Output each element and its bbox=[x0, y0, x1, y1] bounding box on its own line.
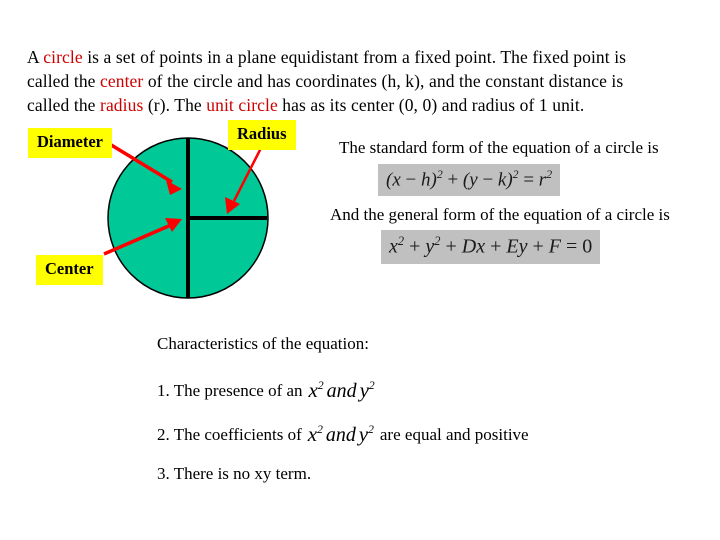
characteristic-item-1 bbox=[157, 377, 381, 402]
char1-exp2: 2 bbox=[368, 380, 375, 392]
char1-and: and bbox=[326, 380, 357, 402]
eq-std-close1: ) bbox=[430, 169, 437, 191]
label-radius: Radius bbox=[228, 120, 296, 150]
intro-l3-a: called the bbox=[27, 95, 101, 115]
eq-gen-y: y bbox=[425, 235, 435, 258]
standard-form-intro: The standard form of the equation of a circle is bbox=[339, 138, 659, 157]
eq-std-h: h bbox=[420, 169, 431, 191]
eq-gen-plus2: + bbox=[440, 235, 462, 258]
eq-std-equals: = bbox=[518, 169, 539, 191]
char2-lead: 2. The coefficients of bbox=[157, 425, 302, 444]
char2-exp2: 2 bbox=[368, 424, 374, 436]
intro-l1-a: A bbox=[27, 47, 44, 67]
char1-lead: 1. The presence of an bbox=[157, 381, 303, 400]
char2-and: and bbox=[325, 424, 356, 446]
general-form-intro: And the general form of the equation of a circle is bbox=[330, 205, 670, 224]
char1-exp1: 2 bbox=[317, 380, 324, 392]
characteristic-item-3 bbox=[157, 464, 311, 484]
eq-std-plus: + bbox=[442, 169, 463, 191]
label-center: Center bbox=[36, 255, 103, 285]
char2-y: y bbox=[358, 422, 369, 446]
circle-diagram bbox=[0, 0, 330, 320]
eq-gen-ey: Ey bbox=[506, 235, 528, 258]
eq-gen-exp2: 2 bbox=[434, 234, 441, 248]
intro-l2-b: of the circle and has coordinates (h, k), and the constant distance is bbox=[143, 71, 624, 91]
keyword-circle: circle bbox=[43, 47, 83, 67]
eq-std-minus1: − bbox=[400, 169, 421, 191]
char1-y: y bbox=[359, 378, 369, 402]
eq-std-exp1: 2 bbox=[436, 168, 443, 181]
eq-std-exp3: 2 bbox=[546, 168, 553, 181]
char2-x: x bbox=[307, 422, 318, 446]
keyword-radius: radius bbox=[100, 95, 144, 115]
eq-gen-plus3: + bbox=[485, 235, 507, 258]
eq-std-k: k bbox=[497, 169, 507, 191]
eq-std-exp2: 2 bbox=[512, 168, 519, 181]
eq-gen-plus1: + bbox=[404, 235, 426, 258]
eq-gen-equals: = bbox=[560, 235, 583, 258]
general-form-equation bbox=[381, 230, 600, 264]
standard-form-equation bbox=[378, 164, 560, 196]
keyword-center: center bbox=[100, 71, 144, 91]
label-diameter: Diameter bbox=[28, 128, 112, 158]
eq-std-minus2: − bbox=[477, 169, 498, 191]
eq-std-p2: (y bbox=[462, 169, 478, 191]
char2-math bbox=[308, 422, 374, 447]
intro-l1-b: is a set of points in a plane equidistant from a fixed point. The fixed point is bbox=[82, 47, 627, 67]
eq-gen-f: F bbox=[548, 235, 561, 258]
char3-lead: 3. There is no xy term. bbox=[157, 464, 312, 483]
eq-std-r: r bbox=[538, 169, 547, 191]
char1-math bbox=[309, 378, 375, 403]
characteristics-title: Characteristics of the equation: bbox=[157, 334, 369, 353]
eq-gen-zero: 0 bbox=[582, 235, 593, 258]
intro-l3-c: has as its center (0, 0) and radius of 1 unit. bbox=[277, 95, 585, 115]
char2-trail: are equal and positive bbox=[379, 425, 529, 444]
characteristic-item-2 bbox=[157, 421, 529, 446]
eq-std-close2: ) bbox=[506, 169, 513, 191]
eq-gen-dx: Dx bbox=[461, 235, 486, 258]
intro-l3-b: (r). The bbox=[143, 95, 207, 115]
keyword-unit-circle: unit circle bbox=[206, 95, 278, 115]
eq-gen-exp1: 2 bbox=[397, 234, 405, 248]
eq-gen-plus4: + bbox=[527, 235, 549, 258]
eq-gen-x: x bbox=[389, 235, 398, 258]
intro-l2-a: called the bbox=[27, 71, 101, 91]
eq-std-p1: (x bbox=[386, 169, 401, 191]
char1-x: x bbox=[308, 378, 318, 402]
char2-exp1: 2 bbox=[317, 424, 323, 436]
